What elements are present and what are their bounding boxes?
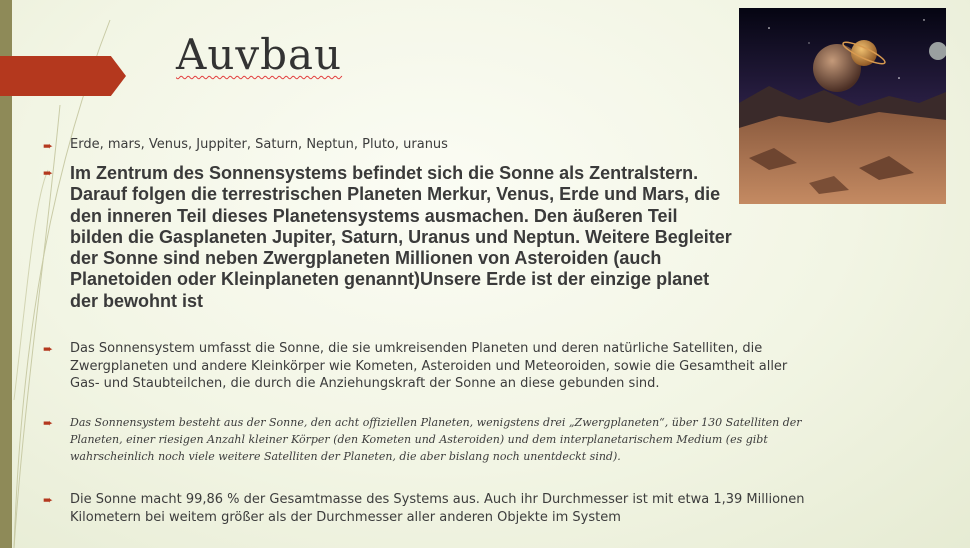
bullet-text-system: Das Sonnensystem umfasst die Sonne, die sie umkreisenden Planeten und deren natürliche Satelliten, die Zwergplaneten und andere Kleinkörper wie Kometen, Asteroiden und Meteoroiden, sowie die Gesamtheit aller Gas- und Staubteilchen, die durch die Anziehungskraft der Sonne an diese gebunden sind. (70, 341, 788, 391)
bullet-icon: ➨ (43, 342, 54, 356)
bullet-text-planets: Erde, mars, Venus, Juppiter, Saturn, Neptun, Pluto, uranus (70, 137, 448, 152)
slide-title: Auvbau (176, 30, 343, 79)
bullet-icon: ➨ (43, 416, 54, 430)
bullet-text-center: Im Zentrum des Sonnensystems befindet sich die Sonne als Zentralstern. Darauf folgen die terrestrischen Planeten Merkur, Venus, Erde und Mars, die den inneren Teil dieses Planetensystems ausmachen. Den äußeren Teil bilden die Gasplaneten Jupiter, Saturn, Uranus und Neptun. Weitere Begleiter der Sonne sind neben Zwergplaneten Millionen von Asteroiden (auch Planetoiden oder Kleinplaneten genannt)Unsere Erde ist der einzige planet der bewohnt ist (70, 163, 732, 311)
planets-landscape-image (739, 8, 946, 204)
bullet-text-composition: Das Sonnensystem besteht aus der Sonne, den acht offiziellen Planeten, wenigstens drei „Zwergplaneten“, über 130 Satelliten der Planeten, einer riesigen Anzahl kleiner Körper (den Kometen und Asteroiden) und dem interplanetarischem Medium (es gibt wahrscheinlich noch viele weitere Satelliten der Planeten, die aber bislang noch unentdeckt sind). (70, 416, 802, 463)
bullet-icon: ➨ (43, 493, 54, 507)
bullet-icon: ➨ (43, 139, 54, 153)
bullet-text-sun-mass: Die Sonne macht 99,86 % der Gesamtmasse des Systems aus. Auch ihr Durchmesser ist mit etwa 1,39 Millionen Kilometern bei weitem größer als der Durchmesser aller anderen Objekte im System (70, 492, 805, 525)
accent-tab (0, 56, 126, 96)
bullet-icon: ➨ (43, 166, 54, 180)
